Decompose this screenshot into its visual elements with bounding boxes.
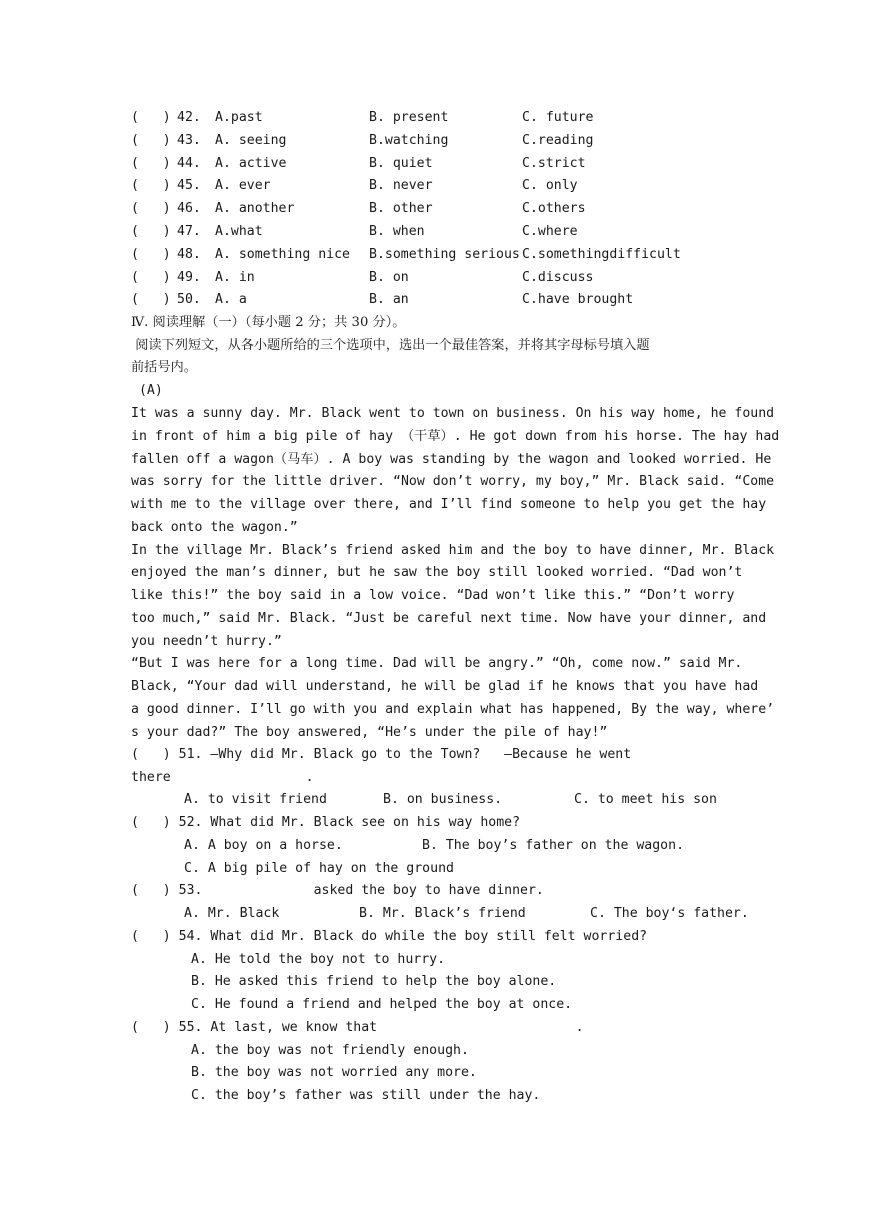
question-51-option-b[interactable]: B. on business. bbox=[383, 792, 503, 807]
question-52-option-c[interactable]: C. A big pile of hay on the ground bbox=[184, 861, 454, 876]
option-c[interactable]: C. future bbox=[522, 110, 594, 125]
passage-line: enjoyed the man’s dinner, but he saw the boy still looked worried. “Dad won’t bbox=[131, 565, 743, 581]
question-number: 42. bbox=[177, 110, 201, 125]
question-55-stem: ( ) 55. At last, we know that . bbox=[131, 1020, 584, 1035]
option-a[interactable]: A. in bbox=[215, 269, 255, 285]
question-53-options bbox=[184, 904, 749, 924]
option-b[interactable]: B. when bbox=[369, 224, 425, 239]
option-c[interactable]: C.where bbox=[522, 224, 578, 239]
passage-line: back onto the wagon.” bbox=[131, 519, 298, 535]
question-55-option-b[interactable]: B. the boy was not worried any more. bbox=[191, 1065, 477, 1080]
question-51-option-c[interactable]: C. to meet his son bbox=[574, 792, 717, 807]
cloze-question-row bbox=[131, 108, 741, 128]
passage-line: with me to the village over there, and I’ll find someone to help you get the hay bbox=[131, 497, 767, 512]
passage-line: “But I was here for a long time. Dad will be angry.” “Oh, come now.” said Mr. bbox=[131, 656, 743, 672]
answer-blank[interactable]: ( ) bbox=[131, 110, 171, 125]
answer-blank[interactable]: ( ) bbox=[131, 155, 171, 171]
cloze-question-row bbox=[131, 154, 741, 174]
cloze-question-row bbox=[131, 222, 741, 242]
cloze-question-row bbox=[131, 176, 741, 196]
question-53-option-c[interactable]: C. The boy‘s father. bbox=[590, 906, 749, 921]
question-51-stem: ( ) 51. —Why did Mr. Black go to the Town? —Because he went bbox=[131, 747, 632, 762]
question-52-stem: ( ) 52. What did Mr. Black see on his way home? bbox=[131, 815, 521, 830]
question-51-option-a[interactable]: A. to visit friend bbox=[184, 792, 327, 807]
option-a[interactable]: A. a bbox=[215, 292, 247, 308]
answer-blank[interactable]: ( ) bbox=[131, 246, 171, 262]
passage-line: in front of him a big pile of hay （干草）. He got down from his horse. The hay had bbox=[131, 428, 780, 444]
answer-blank[interactable]: ( ) bbox=[131, 201, 171, 217]
passage-label: (A) bbox=[131, 383, 163, 398]
option-b[interactable]: B.something serious bbox=[369, 246, 520, 262]
answer-blank[interactable]: ( ) bbox=[131, 224, 171, 239]
option-a[interactable]: A.past bbox=[215, 110, 263, 125]
question-51-stem-cont: there . bbox=[131, 770, 314, 785]
answer-blank[interactable]: ( ) bbox=[131, 292, 171, 308]
question-52-option-a[interactable]: A. A boy on a horse. bbox=[184, 838, 343, 853]
question-number: 48. bbox=[177, 246, 201, 262]
option-a[interactable]: A. something nice bbox=[215, 246, 350, 262]
option-c[interactable]: C.reading bbox=[522, 132, 594, 148]
passage-line: In the village Mr. Black’s friend asked him and the boy to have dinner, Mr. Black bbox=[131, 542, 775, 558]
question-53-option-a[interactable]: A. Mr. Black bbox=[184, 906, 280, 921]
passage-line: fallen off a wagon（马车）. A boy was standing by the wagon and looked worried. He bbox=[131, 451, 772, 467]
option-c[interactable]: C. only bbox=[522, 178, 578, 194]
option-b[interactable]: B. on bbox=[369, 269, 409, 285]
option-b[interactable]: B. never bbox=[369, 178, 433, 194]
section-instruction-cont: 前括号内。 bbox=[131, 360, 197, 375]
question-54-option-c[interactable]: C. He found a friend and helped the boy at once. bbox=[191, 997, 573, 1012]
passage-line: It was a sunny day. Mr. Black went to town on business. On his way home, he found bbox=[131, 406, 775, 421]
passage-line: too much,” said Mr. Black. “Just be careful next time. Now have your dinner, and bbox=[131, 610, 767, 626]
question-55-option-c[interactable]: C. the boy’s father was still under the hay. bbox=[191, 1088, 541, 1103]
answer-blank[interactable]: ( ) bbox=[131, 132, 171, 148]
passage-line: like this!” the boy said in a low voice. “Dad won’t like this.” “Don’t worry bbox=[131, 588, 735, 603]
option-b[interactable]: B. other bbox=[369, 201, 433, 217]
option-b[interactable]: B. an bbox=[369, 292, 409, 308]
section-heading: Ⅳ. 阅读理解（一）（每小题 2 分；共 30 分）。 bbox=[131, 315, 406, 330]
question-number: 44. bbox=[177, 155, 201, 171]
option-a[interactable]: A. another bbox=[215, 201, 295, 217]
cloze-question-row bbox=[131, 245, 741, 265]
answer-blank[interactable]: ( ) bbox=[131, 178, 171, 194]
answer-blank[interactable]: ( ) bbox=[131, 269, 171, 285]
question-number: 49. bbox=[177, 269, 201, 285]
question-53-stem: ( ) 53. asked the boy to have dinner. bbox=[131, 883, 544, 898]
question-number: 46. bbox=[177, 201, 201, 217]
option-a[interactable]: A. ever bbox=[215, 178, 271, 194]
question-52-options-2 bbox=[184, 859, 744, 879]
question-54-option-a[interactable]: A. He told the boy not to hurry. bbox=[191, 952, 446, 967]
cloze-question-row bbox=[131, 199, 741, 219]
question-number: 45. bbox=[177, 178, 201, 194]
option-c[interactable]: C.strict bbox=[522, 155, 586, 171]
question-51-options bbox=[184, 790, 744, 810]
option-b[interactable]: B.watching bbox=[369, 132, 449, 148]
passage-line: you needn’t hurry.” bbox=[131, 633, 282, 649]
question-54-option-b[interactable]: B. He asked this friend to help the boy alone. bbox=[191, 974, 557, 989]
question-55-option-a[interactable]: A. the boy was not friendly enough. bbox=[191, 1043, 469, 1058]
passage-line: a good dinner. I’ll go with you and explain what has happened, By the way, where’ bbox=[131, 701, 775, 717]
option-c[interactable]: C.somethingdifficult bbox=[522, 246, 681, 262]
option-b[interactable]: B. quiet bbox=[369, 155, 433, 171]
passage-line: Black, “Your dad will understand, he will be glad if he knows that you have had bbox=[131, 679, 759, 694]
question-number: 47. bbox=[177, 224, 201, 239]
question-54-stem: ( ) 54. What did Mr. Black do while the boy still felt worried? bbox=[131, 929, 648, 944]
passage-line: s your dad?” The boy answered, “He’s under the pile of hay!” bbox=[131, 724, 608, 740]
section-instruction: 阅读下列短文，从各小题所给的三个选项中，选出一个最佳答案，并将其字母标号填入题 bbox=[131, 338, 650, 353]
option-c[interactable]: C.have brought bbox=[522, 292, 634, 308]
question-52-options bbox=[184, 836, 744, 856]
option-c[interactable]: C.discuss bbox=[522, 269, 594, 285]
question-53-option-b[interactable]: B. Mr. Black’s friend bbox=[359, 906, 526, 921]
option-c[interactable]: C.others bbox=[522, 201, 586, 217]
option-a[interactable]: A.what bbox=[215, 224, 263, 239]
question-number: 43. bbox=[177, 132, 201, 148]
cloze-question-row bbox=[131, 131, 741, 151]
cloze-question-row bbox=[131, 290, 741, 310]
option-a[interactable]: A. active bbox=[215, 155, 287, 171]
option-a[interactable]: A. seeing bbox=[215, 132, 287, 148]
question-52-option-b[interactable]: B. The boy’s father on the wagon. bbox=[422, 838, 685, 853]
cloze-question-row bbox=[131, 268, 741, 288]
option-b[interactable]: B. present bbox=[369, 110, 449, 125]
question-number: 50. bbox=[177, 292, 201, 308]
passage-line: was sorry for the little driver. “Now don’t worry, my boy,” Mr. Black said. “Come bbox=[131, 474, 775, 490]
